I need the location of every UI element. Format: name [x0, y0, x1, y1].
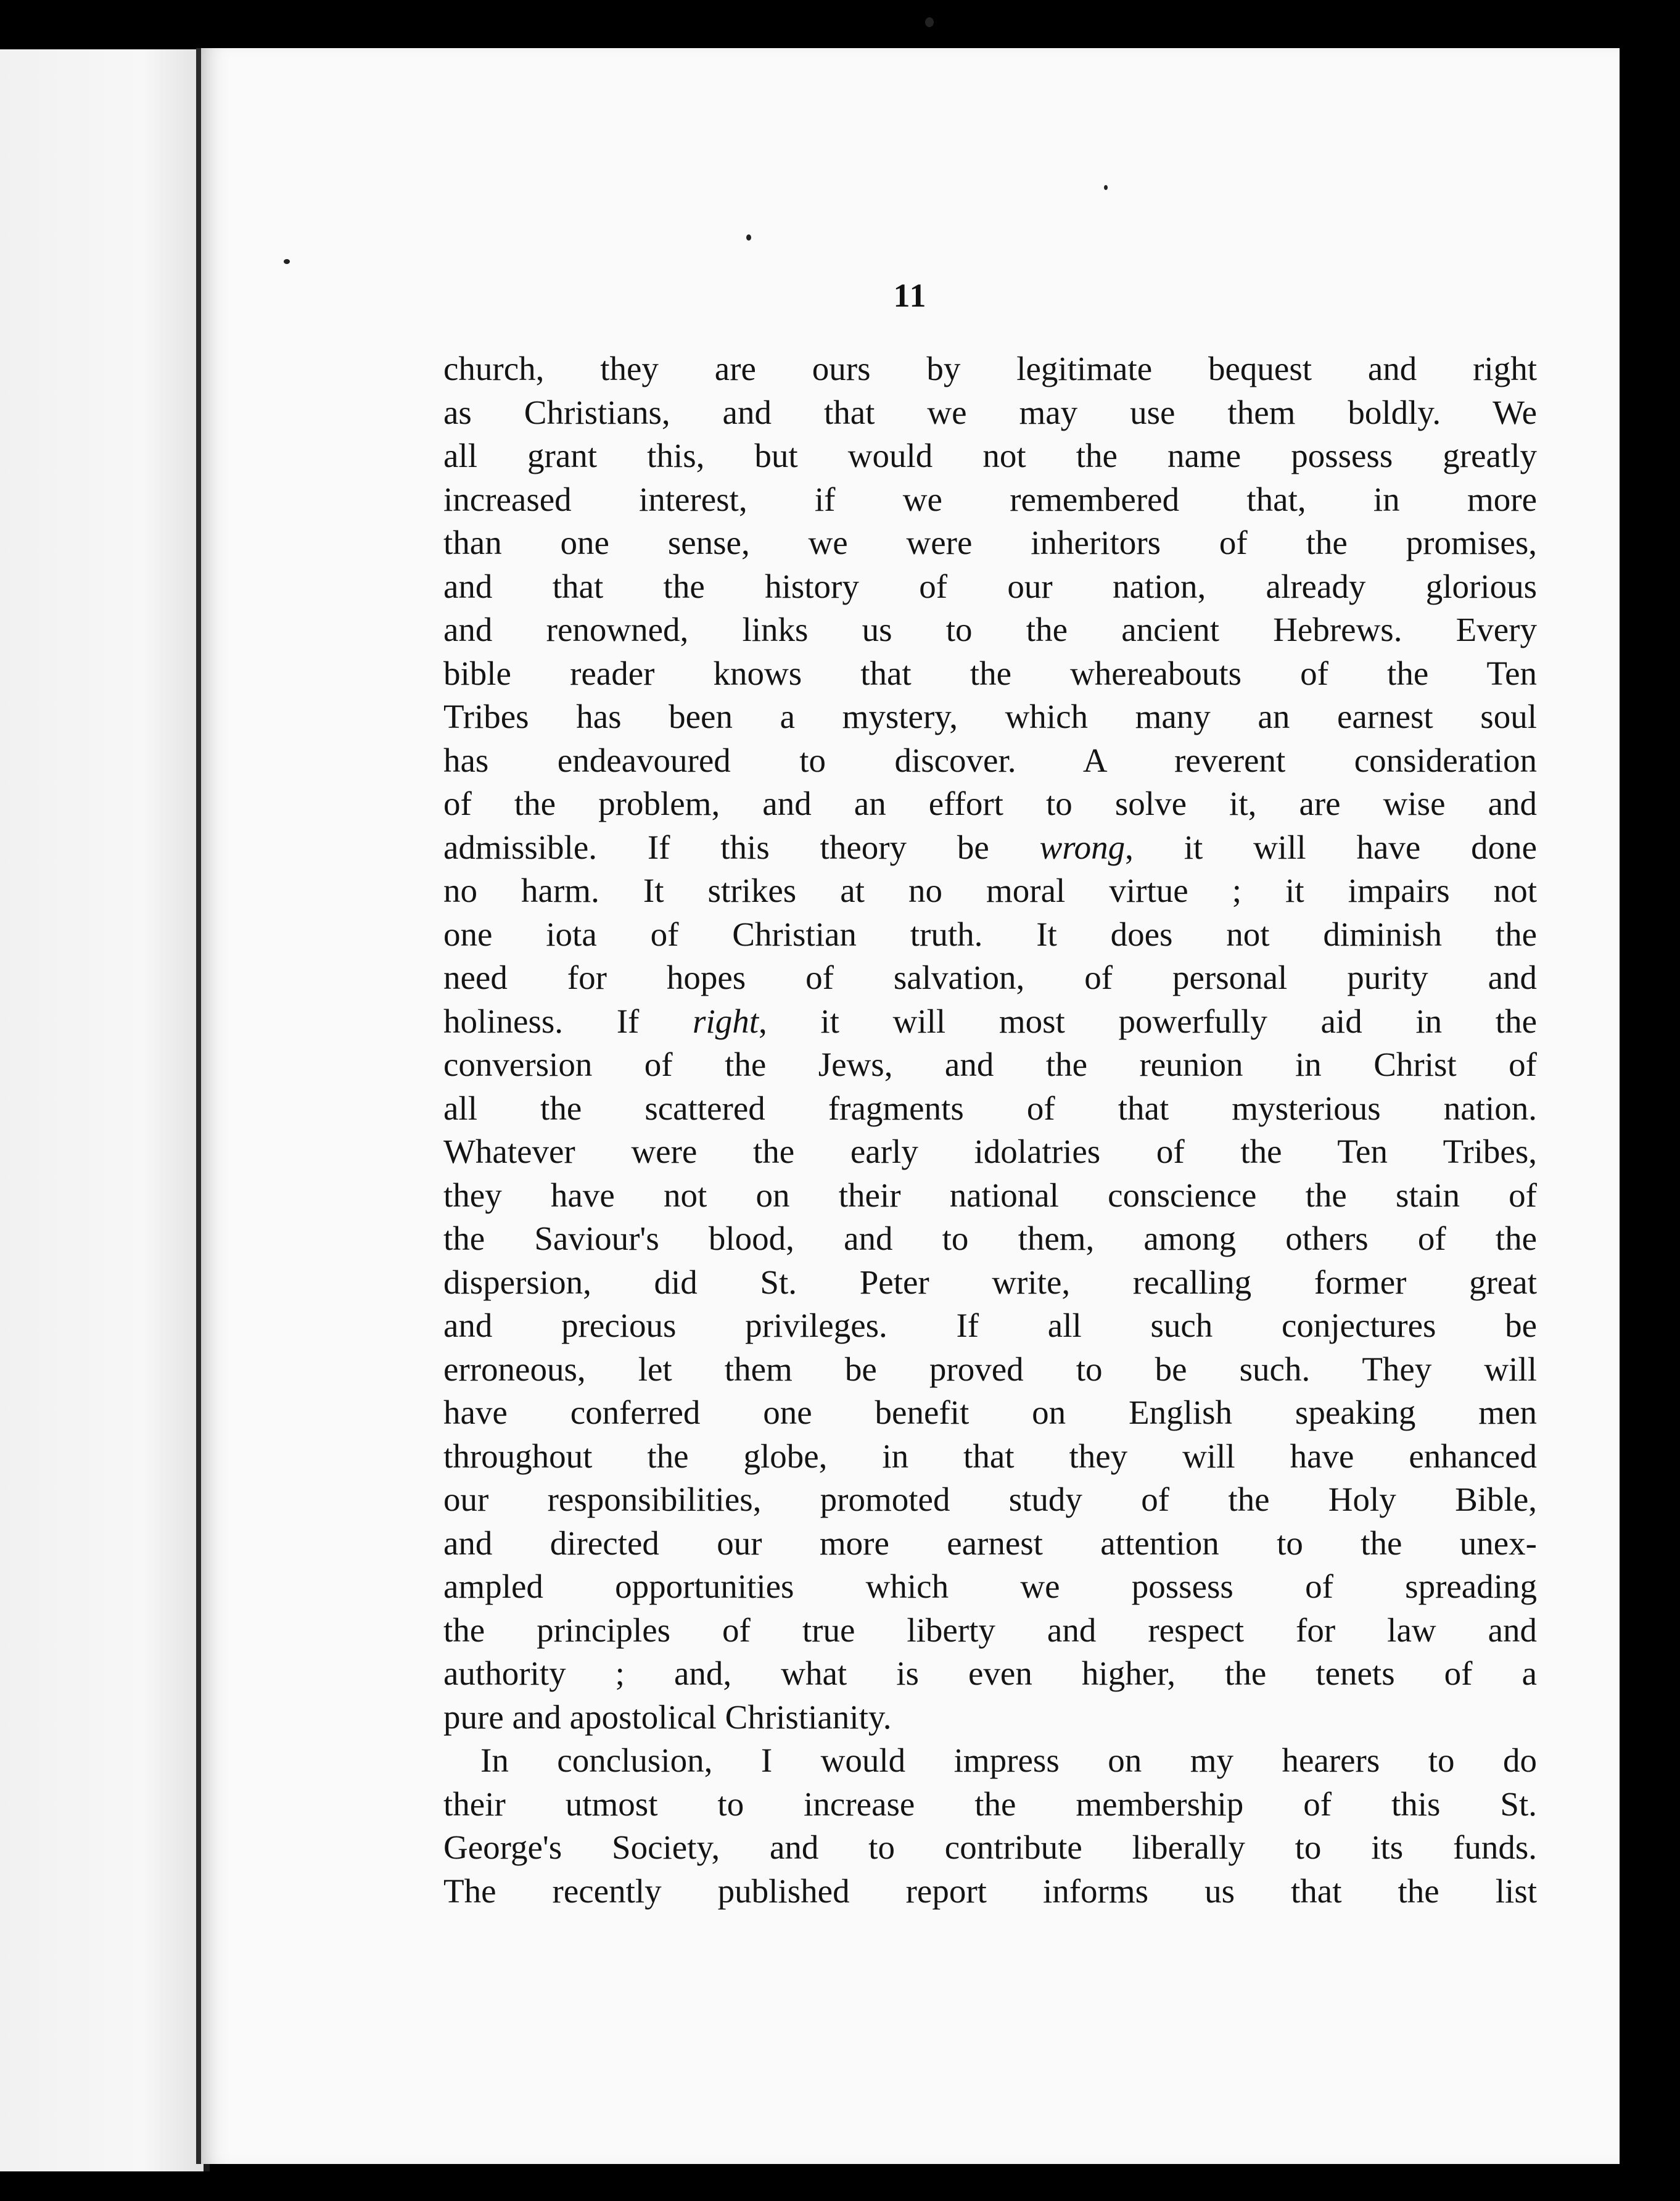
text-line: pure and apostolical Christianity. — [443, 1698, 892, 1736]
text-line: all the scattered fragments of that mysterious nation. — [443, 1089, 1537, 1127]
text-line: and that the history of our nation, already glorious — [443, 567, 1537, 605]
text-line: In conclusion, I would impress on my hearers to do — [480, 1741, 1537, 1779]
text-line: no harm. It strikes at no moral virtue ; it impairs not — [443, 872, 1537, 909]
text-line: conversion of the Jews, and the reunion in Christ of — [443, 1046, 1537, 1083]
text-line: have conferred one benefit on English speaking men — [443, 1394, 1537, 1431]
text-line: erroneous, let them be proved to be such. They will — [443, 1350, 1537, 1388]
text-line: throughout the globe, in that they will have enhanced — [443, 1437, 1537, 1475]
text-line: increased interest, if we remembered that, in more — [443, 480, 1537, 518]
text-line: the Saviour's blood, and to them, among others of the — [443, 1220, 1537, 1257]
text-line: as Christians, and that we may use them boldly. We — [443, 393, 1537, 431]
scan-speck — [746, 234, 751, 241]
text-line: Tribes has been a mystery, which many an earnest soul — [443, 698, 1537, 735]
text-line: bible reader knows that the whereabouts of the Ten — [443, 654, 1537, 692]
text-line: and precious privileges. If all such conjectures be — [443, 1307, 1537, 1344]
text-line: dispersion, did St. Peter write, recalling former great — [443, 1263, 1537, 1301]
text-line: our responsibilities, promoted study of the Holy Bible, — [443, 1480, 1537, 1518]
book-page — [196, 48, 1620, 2164]
scan-speck — [284, 259, 290, 264]
scan-speck — [1104, 185, 1108, 190]
body-text — [443, 347, 1537, 1913]
text-line: holiness. If right, it will most powerfully aid in the — [443, 1002, 1537, 1040]
text-line: of the problem, and an effort to solve it, are wise and — [443, 785, 1537, 822]
text-line: The recently published report informs us that the list — [443, 1872, 1537, 1910]
italic-word: right — [693, 1002, 759, 1040]
page-number: 11 — [893, 277, 928, 314]
text-line: ampled opportunities which we possess of spreading — [443, 1567, 1537, 1605]
text-line: and directed our more earnest attention to the unex- — [443, 1524, 1537, 1562]
text-line: George's Society, and to contribute liberally to its funds. — [443, 1828, 1537, 1866]
scan-speck — [925, 17, 934, 27]
text-line: need for hopes of salvation, of personal purity and — [443, 959, 1537, 996]
text-line: the principles of true liberty and respect for law and — [443, 1611, 1537, 1649]
text-line: authority ; and, what is even higher, the tenets of a — [443, 1654, 1537, 1692]
text-line: than one sense, we were inheritors of the promises, — [443, 524, 1537, 561]
facing-page — [0, 49, 210, 2171]
text-line: has endeavoured to discover. A reverent consideration — [443, 741, 1537, 779]
text-line: they have not on their national conscience the stain of — [443, 1176, 1537, 1214]
text-line: church, they are ours by legitimate bequest and right — [443, 350, 1537, 387]
italic-word: wrong — [1039, 828, 1126, 866]
text-line: Whatever were the early idolatries of the Ten Tribes, — [443, 1133, 1537, 1170]
text-line: admissible. If this theory be wrong, it will have done — [443, 828, 1537, 866]
text-line: and renowned, links us to the ancient Hebrews. Every — [443, 611, 1537, 648]
text-line: all grant this, but would not the name possess greatly — [443, 437, 1537, 474]
text-line: one iota of Christian truth. It does not diminish the — [443, 915, 1537, 953]
text-line: their utmost to increase the membership of this St. — [443, 1785, 1537, 1823]
